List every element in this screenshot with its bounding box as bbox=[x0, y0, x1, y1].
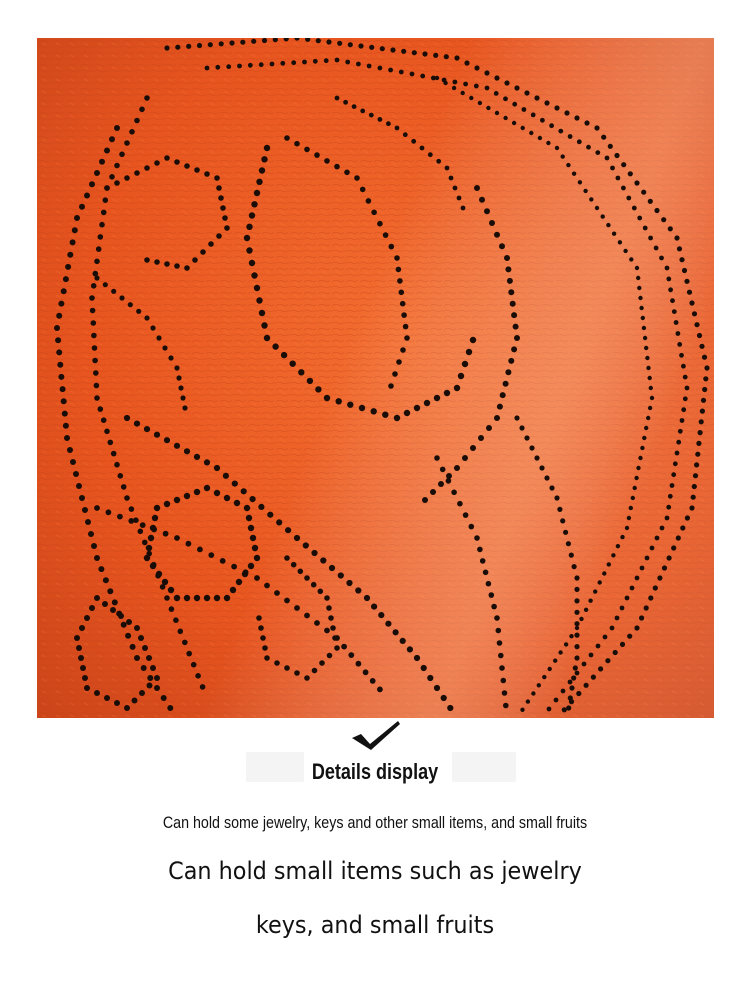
description-line-2: keys, and small fruits bbox=[255, 911, 495, 939]
product-detail-photo bbox=[37, 38, 714, 718]
perforated-leather-image bbox=[37, 38, 714, 718]
check-icon bbox=[350, 719, 402, 753]
section-subtext: Can hold some jewelry, keys and other small items, and small fruits bbox=[162, 813, 588, 832]
description-line-1: Can hold small items such as jewelry bbox=[168, 857, 582, 885]
section-heading: Details display bbox=[311, 759, 439, 784]
